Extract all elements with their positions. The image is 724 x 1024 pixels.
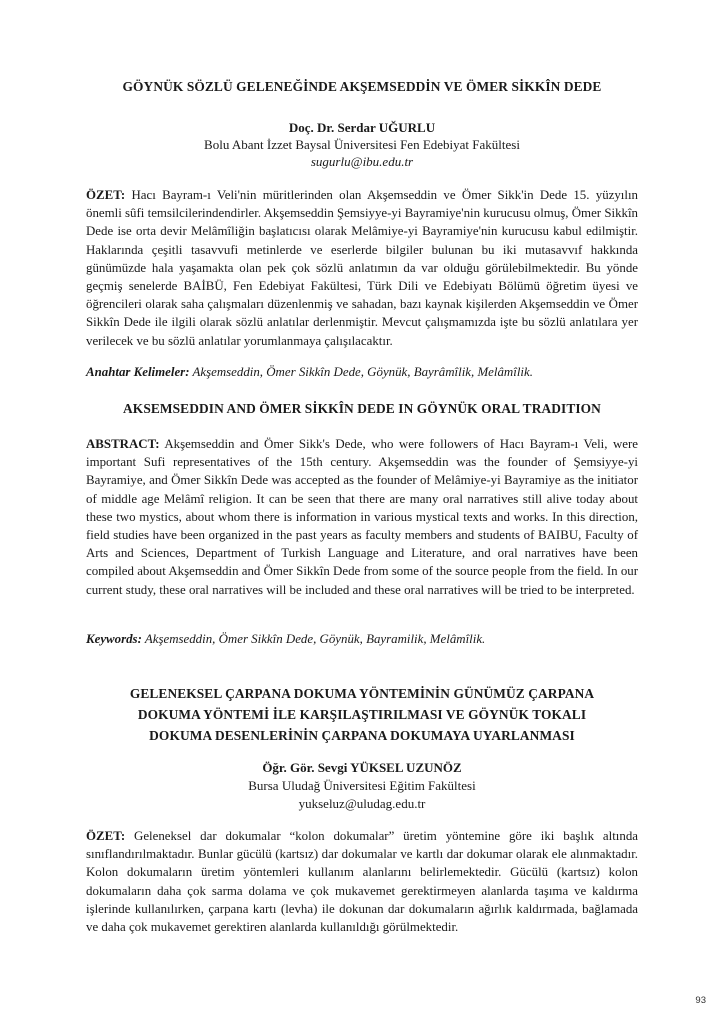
keywords-text: Akşemseddin, Ömer Sikkîn Dede, Göynük, Bayrâmîlik, Melâmîlik. bbox=[192, 365, 533, 379]
article-2-author: Öğr. Gör. Sevgi YÜKSEL UZUNÖZ bbox=[262, 760, 462, 775]
article-1-affiliation: Bolu Abant İzzet Baysal Üniversitesi Fen Edebiyat Fakültesi bbox=[204, 137, 520, 152]
page-number: 93 bbox=[695, 995, 706, 1006]
keywords-en-text: Akşemseddin, Ömer Sikkîn Dede, Göynük, Bayramilik, Melâmîlik. bbox=[144, 632, 486, 646]
article-2-affiliation: Bursa Uludağ Üniversitesi Eğitim Fakültesi bbox=[248, 778, 476, 793]
article-1-keywords-en bbox=[86, 630, 638, 648]
ozet-label-2: ÖZET: bbox=[86, 829, 126, 843]
article-1-keywords bbox=[86, 363, 638, 381]
article-2-email: yukseluz@uludag.edu.tr bbox=[298, 796, 426, 811]
article-1-email: sugurlu@ibu.edu.tr bbox=[310, 154, 414, 169]
article-2-title-line-1: GELENEKSEL ÇARPANA DOKUMA YÖNTEMİNİN GÜNÜMÜZ ÇARPANA bbox=[129, 686, 595, 701]
abstract-label: ABSTRACT: bbox=[86, 437, 160, 451]
article-1-ozet bbox=[86, 186, 638, 350]
keywords-label: Anahtar Kelimeler: bbox=[86, 365, 190, 379]
article-2-title-line-3: DOKUMA DESENLERİNİN ÇARPANA DOKUMAYA UYARLANMASI bbox=[149, 728, 575, 743]
article-1-title: GÖYNÜK SÖZLÜ GELENEĞİNDE AKŞEMSEDDİN VE ÖMER SİKKÎN DEDE bbox=[122, 79, 602, 94]
article-2-ozet bbox=[86, 827, 638, 936]
article-1-title-en: AKSEMSEDDIN AND ÖMER SİKKÎN DEDE IN GÖYNÜK ORAL TRADITION bbox=[123, 401, 601, 416]
article-1-abstract bbox=[86, 435, 638, 599]
article-1-author: Doç. Dr. Serdar UĞURLU bbox=[288, 120, 436, 135]
article-2-title-line-2: DOKUMA YÖNTEMİ İLE KARŞILAŞTIRILMASI VE GÖYNÜK TOKALI bbox=[137, 707, 587, 722]
keywords-en-label: Keywords: bbox=[86, 632, 142, 646]
ozet-label: ÖZET: bbox=[86, 188, 126, 202]
abstract-text: Akşemseddin and Ömer Sikk's Dede, who were followers of Hacı Bayram-ı Veli, were important Sufi representatives of the 15th century. Akşemseddin was the founder of Şemsiyye-yi Bayramiye, and Ömer Sikkîn Dede was accepted as the founder of Melâmiye-yi Bayramiye as the initiator of middle age Melâmî religion. It can be seen that there are many oral narratives still alive today about these two mystics, about whom there is information in various mystical texts and works. In this direction, field studies have been organized in the past years as faculty members and students of BAIBU, Faculty of Arts and Sciences, Department of Turkish Language and Literature, and oral narratives have been compiled about Akşemseddin and Ömer Sikkîn Dede from some of the source people from the field. In our current study, these oral narratives will be included and these oral narratives will be tried to be interpreted. bbox=[86, 437, 639, 597]
ozet-text: Hacı Bayram-ı Veli'nin müritlerinden olan Akşemseddin ve Ömer Sikk'in Dede 15. yüzyılın önemli sûfi temsilcilerindendirler. Akşemseddin Şemsiyye-yi Bayramiye'nin kurucusu olmuş, Ömer Sikkîn Dede ise orta devir Melâmîliğin başlatıcısı olarak Melâmiye-yi Bayramiye'nin kurucusu kabul edilmiştir. Haklarında çeşitli tasavvufi metinlerde ve eserlerde bilgiler bulunan bu iki mutasavvıf hakkında günümüzde hala yaşamakta olan pek çok sözlü anlatımın da var olduğu görülebilmektedir. Bu yönde geçmiş senelerde BAİBÜ, Fen Edebiyat Fakültesi, Türk Dili ve Edebiyatı Bölümü öğretim üyesi ve öğrencileri olarak saha çalışmaları düzenlenmiş ve sahadan, bazı kaynak kişilerden Akşemseddin ve Ömer Sikkîn Dede ile ilgili olarak sözlü anlatılar derlenmiştir. Mevcut çalışmamızda işte bu sözlü anlatılara yer verilecek ve bu sözlü anlatılar yorumlanmaya çalışılacaktır. bbox=[86, 188, 638, 348]
ozet-text-2: Geleneksel dar dokumalar “kolon dokumalar” üretim yöntemine göre iki başlık altında sınıflandırılmaktadır. Bunlar gücülü (kartsız) dar dokumalar ve kartlı dar dokumar olarak ele alınmaktadır. Kolon dokumaların üretim yöntemleri kullanım alanlarını belirlemektedir. Gücülü (kartsız) kolon dokumaların daha çok sarma dolama ve çok mukavemet gerektirmeyen alanlarda taşıma ve kaldırma işlerinde kullanılırken, çarpana kartı (levha) ile dokunan dar dokumaların ağırlık kaldırmada, bağlamada ve daha çok mukavemet gerektiren alanlarda kullanıldığı görülmektedir. bbox=[86, 829, 638, 935]
